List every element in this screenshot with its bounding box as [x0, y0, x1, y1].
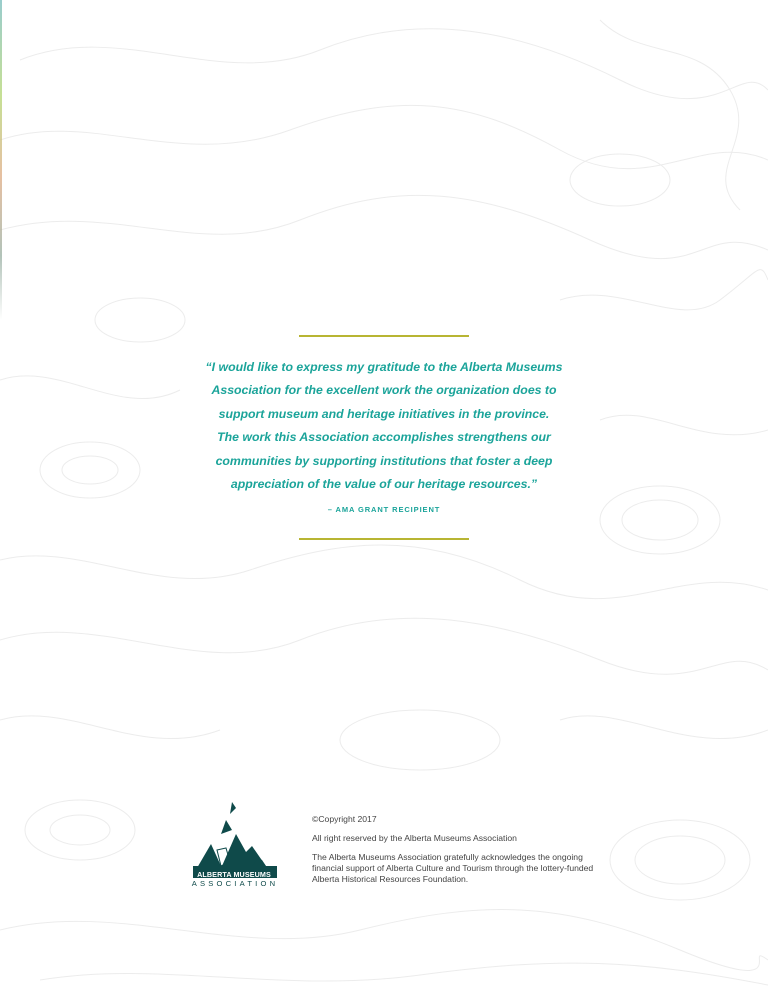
quote-line: “I would like to express my gratitude to the Alberta Museums [205, 360, 563, 374]
logo-wordmark-bottom: ASSOCIATION [191, 879, 279, 888]
quote-line: support museum and heritage initiatives in the province. [218, 406, 550, 421]
quote-line: communities by supporting institutions that foster a deep [215, 453, 553, 468]
top-divider [299, 335, 469, 337]
footer-text-block [312, 814, 612, 893]
quote-attribution: – AMA GRANT RECIPIENT [327, 505, 441, 514]
copyright-text: ©Copyright 2017 [312, 814, 377, 824]
quote-line: Association for the excellent work the organization does to [211, 383, 557, 398]
quote-line: The work this Association accomplishes strengthens our [217, 430, 551, 445]
rights-text: All right reserved by the Alberta Museums Association [312, 833, 517, 843]
testimonial-quote [184, 356, 584, 496]
quote-line: appreciation of the value of our heritage resources.” [230, 477, 538, 492]
acknowledgement-text: The Alberta Museums Association gratefully acknowledges the ongoing financial support of Alberta Culture and Tourism through the lottery-funded Alberta Historical Resources Foundation. [312, 852, 594, 884]
left-edge-strip [0, 0, 2, 320]
logo-wordmark-top: ALBERTA MUSEUMS [197, 870, 271, 879]
bottom-divider [299, 538, 469, 540]
